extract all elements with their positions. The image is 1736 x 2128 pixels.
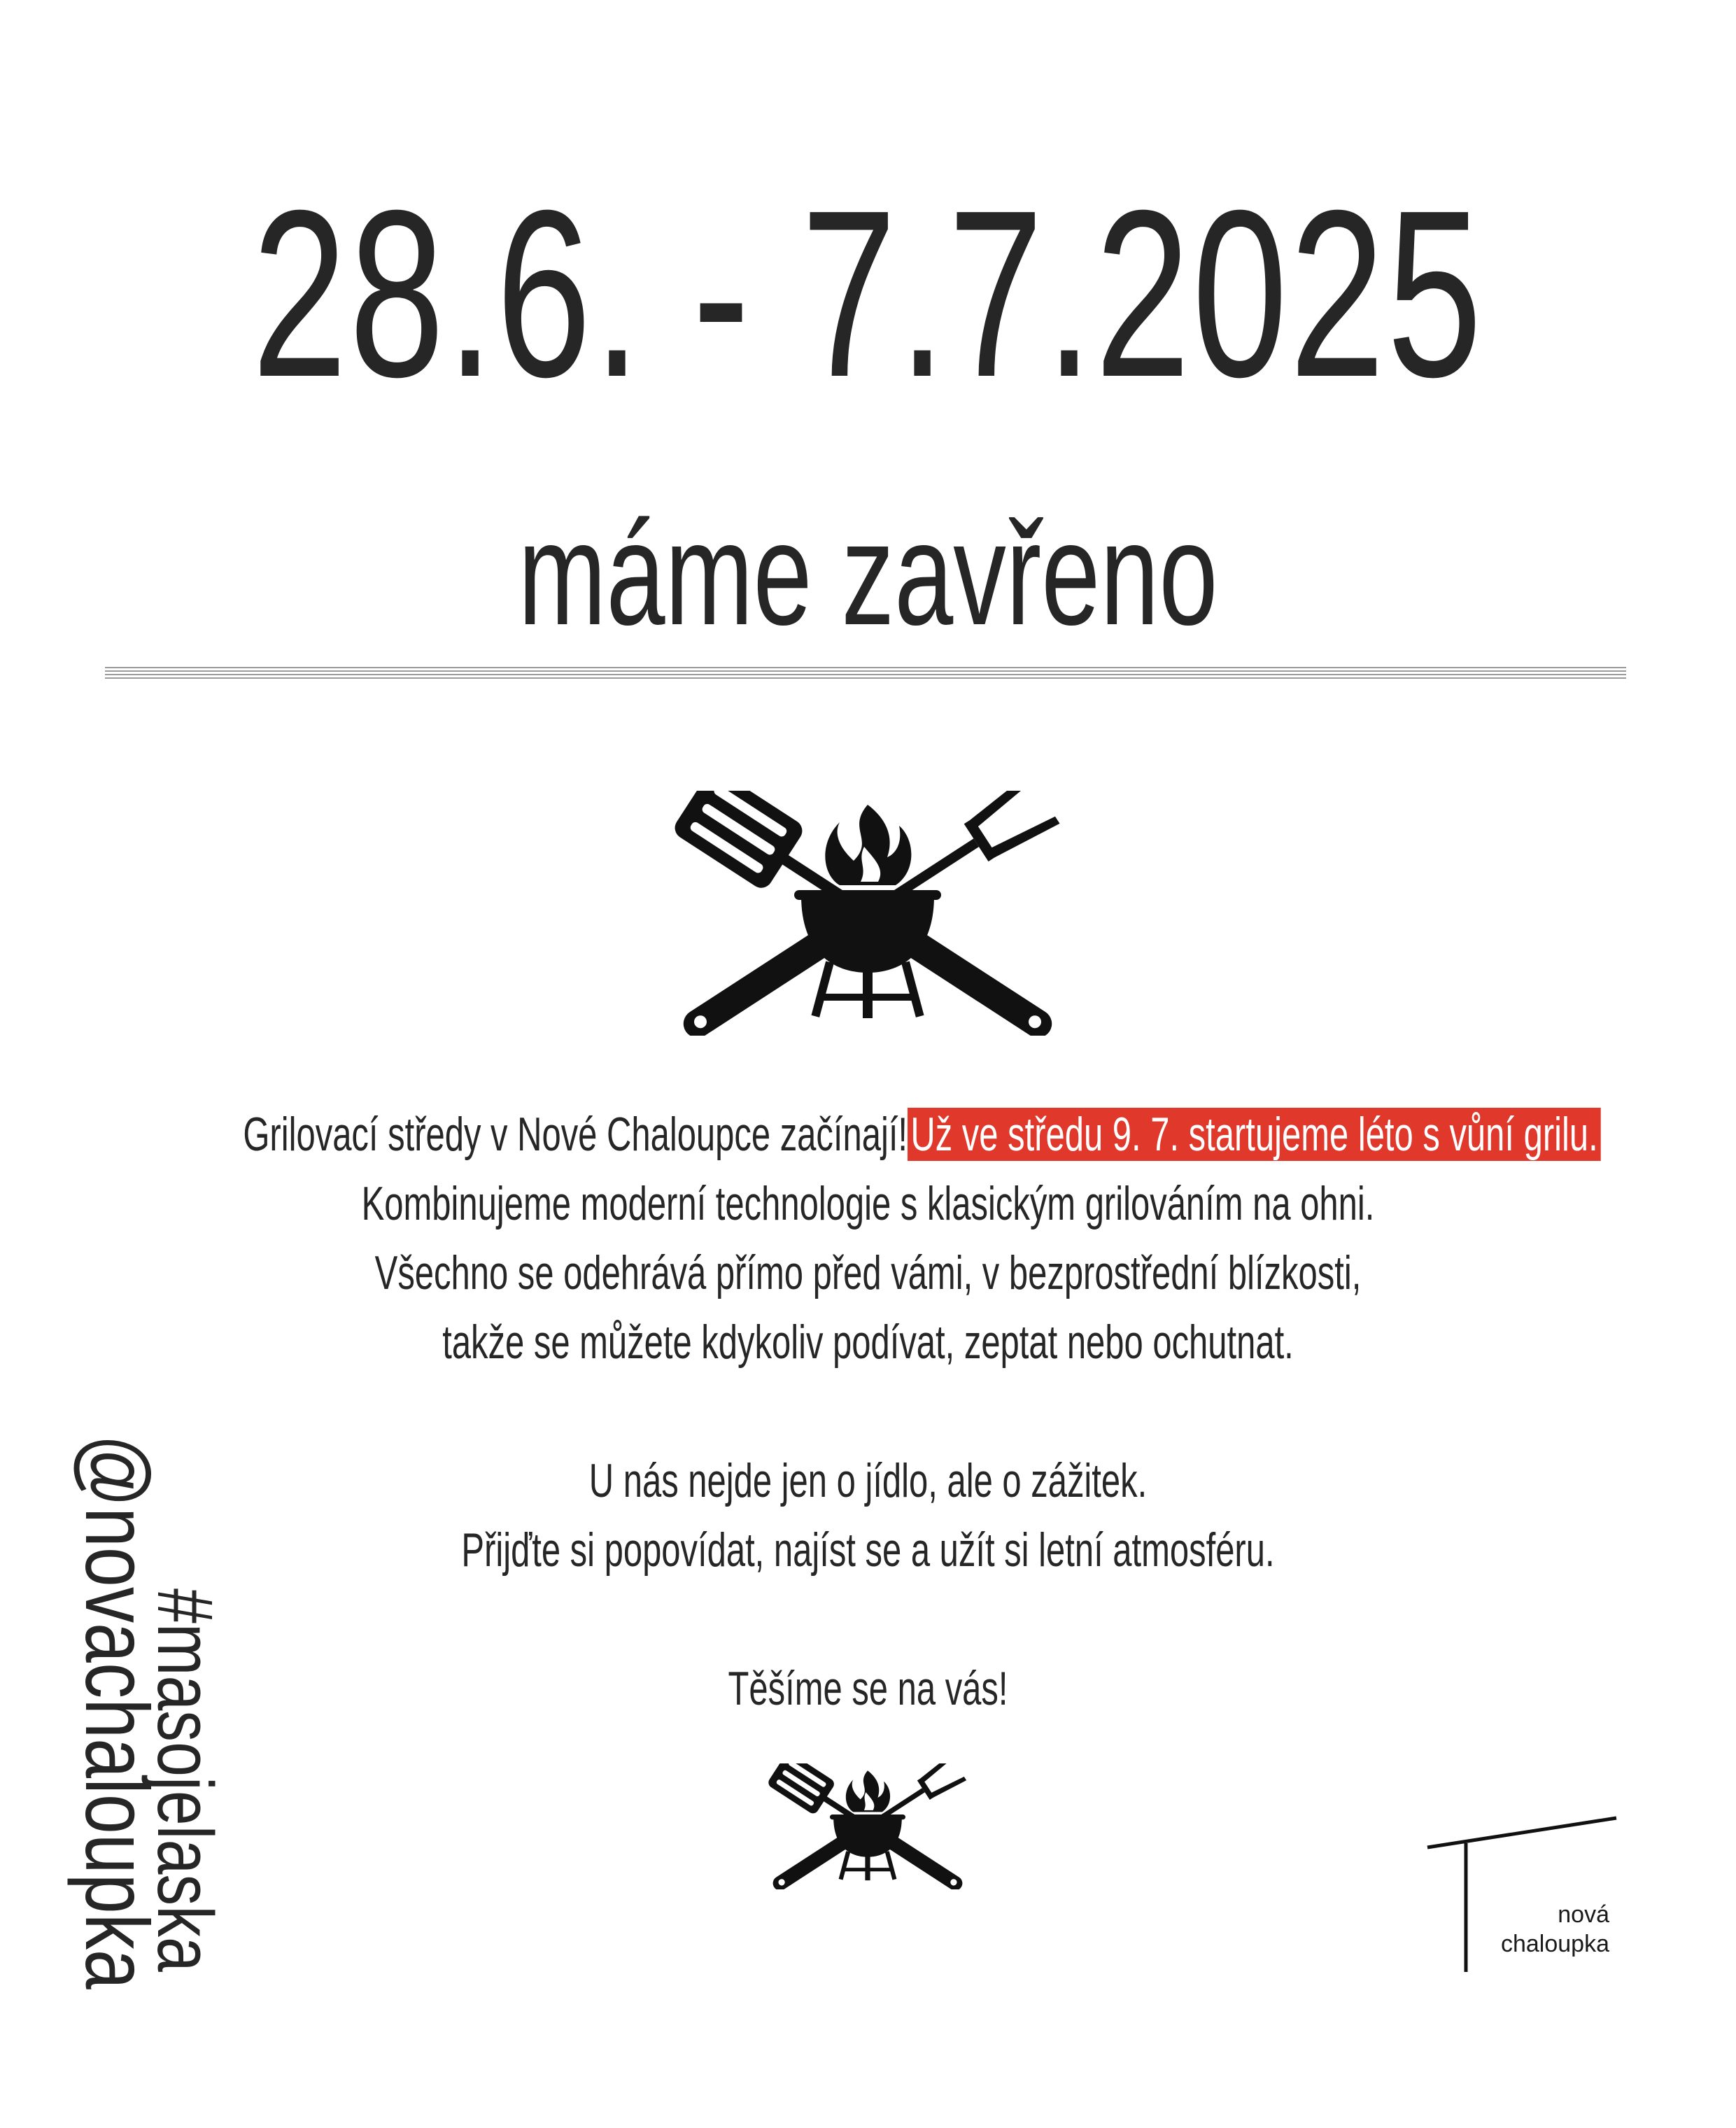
announcement-line-5: U nás nejde jen o jídlo, ale o zážitek. [588, 1454, 1148, 1507]
closure-dates-text: 28.6. - 7.7.2025 [251, 161, 1484, 427]
logo-word-1: nová [1558, 1901, 1609, 1928]
announcement-line-2: Kombinujeme moderní technologie s klasickým grilováním na ohni. [361, 1177, 1375, 1230]
hashtag-text: #masojelaska [141, 1588, 229, 1972]
logo-word-2: chaloupka [1500, 1931, 1609, 1957]
hashtag [141, 1588, 229, 2068]
logo-roof-line [1427, 1818, 1616, 1847]
announcement-intro: Grilovací středy v Nové Chaloupce začínají! [243, 1108, 908, 1161]
closure-dates [0, 161, 1736, 427]
grill-icon [651, 791, 1085, 1036]
announcement-line-4: takže se můžete kdykoliv podívat, zeptat nebo ochutnat. [442, 1316, 1294, 1369]
announcement-line-6: Přijďte si popovídat, najíst se a užít si letní atmosféru. [461, 1523, 1275, 1577]
announcement-highlight: Už ve středu 9. 7. startujeme léto s vůní grilu. [908, 1108, 1601, 1161]
announcement-line-3: Všechno se odehrává přímo před vámi, v bezprostřední blízkosti, [374, 1246, 1362, 1299]
instagram-handle-text: @novachaloupka [66, 1435, 167, 1989]
grill-icon-small [756, 1763, 980, 1889]
closed-notice-text: máme zavřeno [518, 491, 1218, 656]
announcement-line-1 [243, 1100, 1598, 1169]
grill-announcement [0, 1100, 1736, 1724]
closed-notice [0, 490, 1736, 658]
announcement-closing: Těšíme se na vás! [728, 1662, 1008, 1715]
dotted-divider [105, 665, 1626, 679]
logo-wordmark [1462, 1900, 1609, 1959]
